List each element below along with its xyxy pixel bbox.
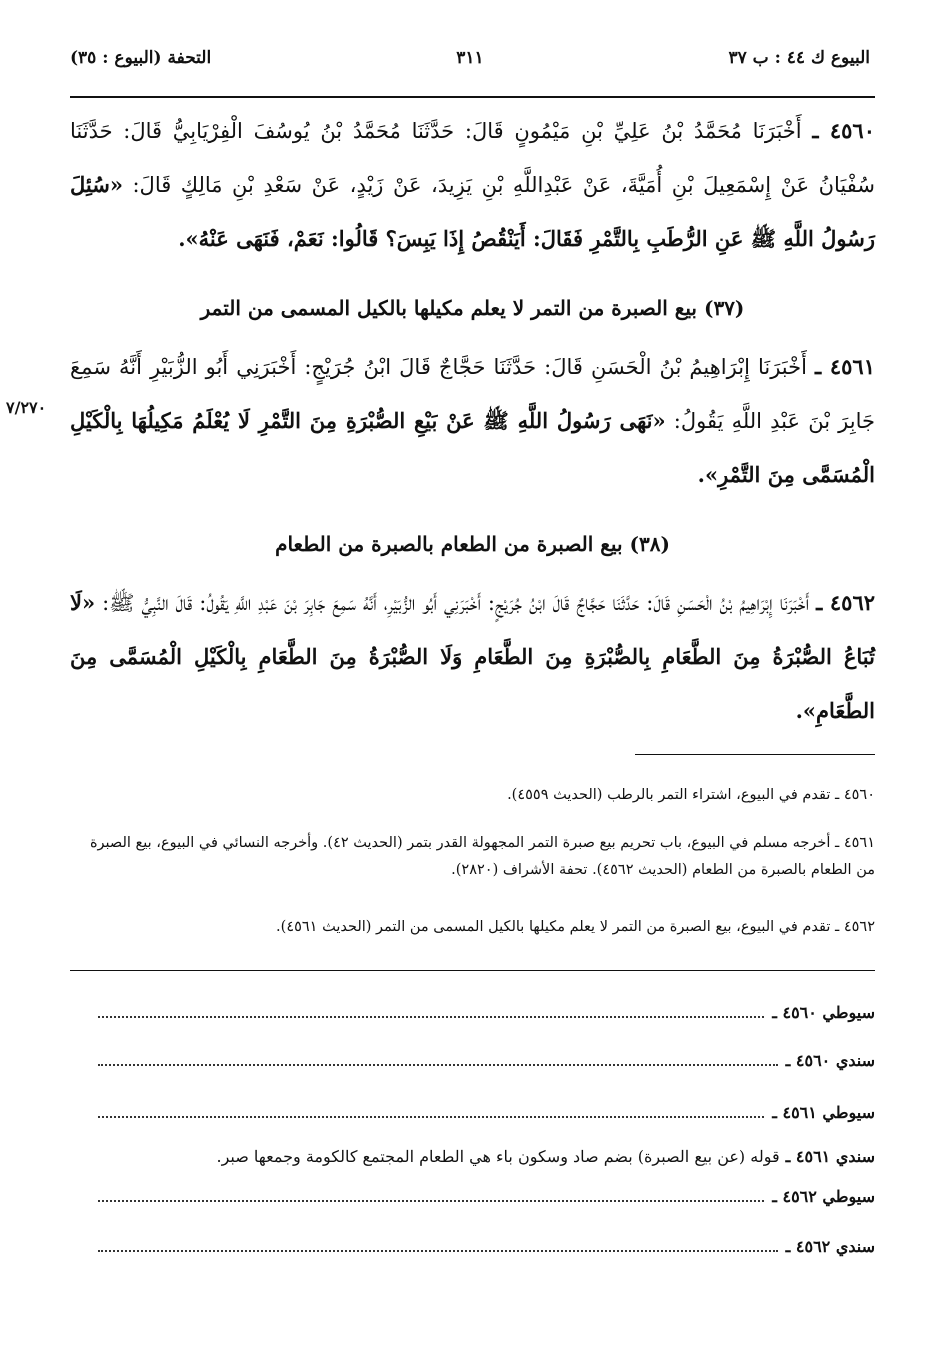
hadith-isnad: أَخْبَرَنَا مُحَمَّدُ بْنُ عَلِيِّ بْنِ مَيْمُونٍ قَالَ: حَدَّثَنَا مُحَمَّدُ بْنُ يُوسُفَ الْفِرْيَابِيُّ قَالَ: حَدَّثَنَا سُفْيَانُ عَنْ إِسْمَعِيلَ بْنِ أُمَيَّةَ، عَنْ عَبْدِاللَّهِ بْنِ يَزِيدَ، عَنْ زَيْدٍ، عَنْ سَعْدِ بْنِ مَالِكٍ قَالَ: [70, 119, 875, 197]
hadith-number: ٤٥٦٢ ـ [816, 590, 876, 615]
dot-leader [98, 1006, 764, 1018]
commentary-text: قوله (عن بيع الصبرة) بضم صاد وسكون باء هي الطعام المجتمع كالكومة وجمعها صبر. [216, 1146, 780, 1166]
dot-leader [98, 1106, 764, 1118]
commentary-sindi-4561: سندي ٤٥٦١ ـ قوله (عن بيع الصبرة) بضم صاد وسكون باء هي الطعام المجتمع كالكومة وجمعها صبر. [216, 1146, 875, 1166]
hadith-matn: «لَا تُبَاعُ الصُّبْرَةُ مِنَ الطَّعَامِ بِالصُّبْرَةِ مِنَ الطَّعَامِ وَلَا الصُّبْرَةُ مِنَ الطَّعَامِ بِالْكَيْلِ الْمُسَمَّى مِنَ الطَّعَامِ». [70, 590, 875, 723]
chapter-heading-38: (٣٨) بيع الصبرة من الطعام بالصبرة من الطعام [275, 532, 670, 556]
chapter-heading-37: (٣٧) بيع الصبرة من التمر لا يعلم مكيلها بالكيل المسمى من التمر [200, 296, 745, 320]
dot-leader [98, 1190, 764, 1202]
commentary-rule [70, 970, 875, 971]
header-rule [70, 96, 875, 98]
dot-leader [98, 1054, 778, 1066]
hadith-matn: «نَهَى رَسُولُ اللَّهِ ﷺ عَنْ بَيْعِ الصُّبْرَةِ مِنَ التَّمْرِ لَا يُعْلَمُ مَكِيلُهَا بِالْكَيْلِ الْمُسَمَّى مِنَ التَّمْرِ». [70, 408, 875, 487]
running-header [70, 48, 870, 78]
header-tuhfa-ref: التحفة (البيوع : ٣٥) [70, 48, 212, 68]
hadith-4560 [70, 104, 875, 266]
footnote-4562: ٤٥٦٢ ـ تقدم في البيوع، بيع الصبرة من التمر لا يعلم مكيلها بالكيل المسمى من التمر (الحديث ٤٥٦١). [276, 919, 875, 935]
commentary-suyuti-4562: سيوطي ٤٥٦٢ ـ [90, 1182, 875, 1210]
hadith-4561 [70, 340, 875, 502]
commentary-sindi-4560: سندي ٤٥٦٠ ـ [90, 1046, 875, 1074]
footnote-4560: ٤٥٦٠ ـ تقدم في البيوع، اشتراء التمر بالرطب (الحديث ٤٥٥٩). [507, 787, 875, 803]
dot-leader [98, 1240, 778, 1252]
hadith-isnad: أَخْبَرَنَا إِبْرَاهِيمُ بْنُ الْحَسَنِ قَالَ: حَدَّثَنَا حَجَّاجٌ قَالَ ابْنُ جُرَيْجٍ: أَخْبَرَنِي أَبُو الزُّبَيْرِ، أَنَّهُ سَمِعَ جَابِرَ بْنَ عَبْدِ اللَّهِ يَقُولُ: قَالَ النَّبِيُّ ﷺ: [102, 591, 810, 615]
hadith-4562 [70, 576, 875, 738]
header-book-ref: البيوع ك ٤٤ : ب ٣٧ [728, 48, 870, 68]
hadith-number: ٤٥٦٠ ـ [812, 118, 875, 143]
commentary-sindi-4562: سندي ٤٥٦٢ ـ [90, 1232, 875, 1260]
margin-note: ٧/٢٧٠ [6, 398, 47, 417]
commentary-suyuti-4561: سيوطي ٤٥٦١ ـ [90, 1098, 875, 1126]
hadith-matn: «سُئِلَ رَسُولُ اللَّهِ ﷺ عَنِ الرُّطَبِ بِالتَّمْرِ فَقَالَ: أَيَنْقُصُ إِذَا يَبِسَ؟ قَالُوا: نَعَمْ، فَنَهَى عَنْهُ». [70, 172, 875, 251]
footnote-rule [635, 754, 875, 755]
footnote-4561: ٤٥٦١ ـ أخرجه مسلم في البيوع، باب تحريم بيع صبرة التمر المجهولة القدر بتمر (الحديث ٤٢). وأخرجه النسائي في البيوع، بيع الصبرة من الطعام بالصبرة من الطعام (الحديث ٤٥٦٢). تحفة الأشراف (٢٨٢٠). [89, 835, 875, 878]
hadith-number: ٤٥٦١ ـ [815, 354, 875, 379]
page-number: ٣١١ [456, 48, 484, 68]
hadith-isnad: أَخْبَرَنَا إِبْرَاهِيمُ بْنُ الْحَسَنِ قَالَ: حَدَّثَنَا حَجَّاجٌ قَالَ ابْنُ جُرَيْجٍ: أَخْبَرَنِي أَبُو الزُّبَيْرِ أَنَّهُ سَمِعَ جَابِرَ بْنَ عَبْدِ اللَّهِ يَقُولُ: [70, 355, 875, 433]
commentary-suyuti-4560: سيوطي ٤٥٦٠ ـ [90, 998, 875, 1026]
